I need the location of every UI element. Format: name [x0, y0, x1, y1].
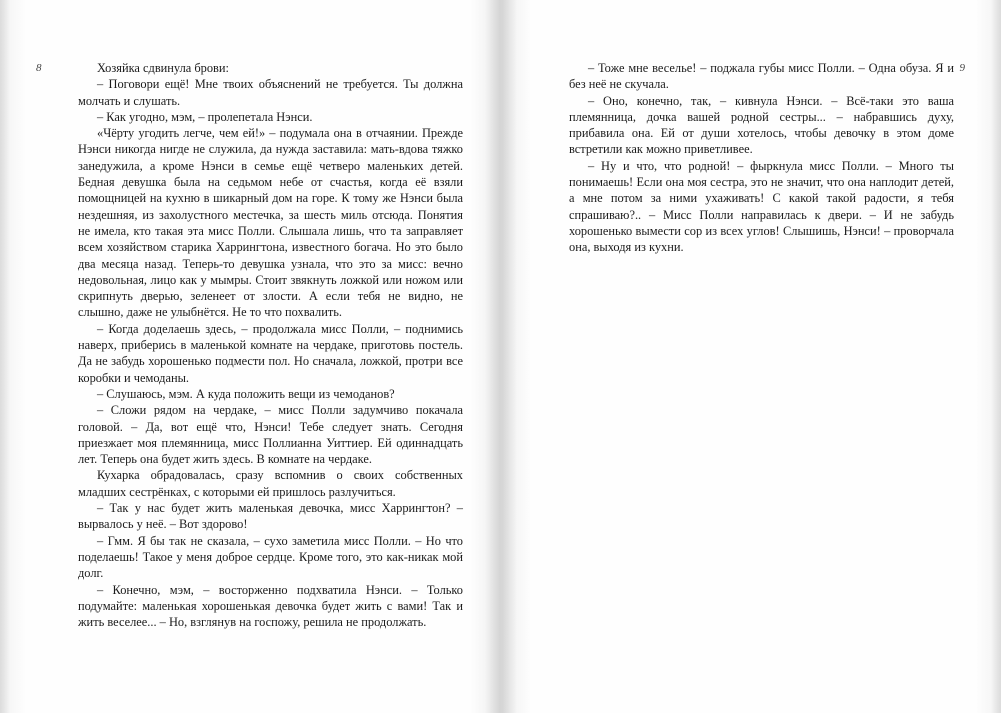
page-left	[0, 0, 500, 713]
body-text-right	[569, 60, 954, 256]
paragraph: – Гмм. Я бы так не сказала, – сухо заметила мисс Полли. – Но что поделаешь! Такое у меня доброе сердце. Кроме того, это как-никак мой долг.	[78, 533, 463, 581]
paragraph: – Ну и что, что родной! – фыркнула мисс Полли. – Много ты понимаешь! Если она моя сестра, это не значит, что она наплодит детей, а мне потом за ними ухаживать! С какой такой радости, я тебя спрашиваю?.. – Мисс Полли направилась к двери. – И не забудь хорошенько вымести сор из всех углов! Слышишь, Нэнси! – проворчала она, выходя из кухни.	[569, 158, 954, 255]
paragraph: Хозяйка сдвинула брови:	[97, 61, 229, 75]
paragraph: – Поговори ещё! Мне твоих объяснений не требуется. Ты должна молчать и слушать.	[78, 77, 463, 108]
page-number-right: 9	[959, 62, 965, 74]
paragraph: – Конечно, мэм, – восторженно подхватила Нэнси. – Только подумайте: маленькая хорошенькая девочка будет жить с вами! Так и жить веселее... – Но, взглянув на госпожу, решила не продолжать.	[78, 582, 463, 630]
paragraph: – Когда доделаешь здесь, – продолжала мисс Полли, – поднимись наверх, приберись в маленькой комнате на чердаке, приготовь постель. Да не забудь хорошенько подмести пол. Но сначала, ложкой, протри все коробки и чемоданы.	[78, 321, 463, 385]
paragraph: – Сложи рядом на чердаке, – мисс Полли задумчиво покачала головой. – Да, вот ещё что, Нэнси! Тебе следует знать. Сегодня приезжает моя племянница, мисс Поллианна Уиттиер. Ей одиннадцать лет. Теперь она будет жить здесь. В комнате на чердаке.	[78, 403, 463, 467]
page-edge-shading-right	[991, 0, 1001, 713]
paragraph: – Тоже мне веселье! – поджала губы мисс Полли. – Одна обуза. Я и без неё не скучала.	[569, 61, 954, 92]
paragraph: – Как угодно, мэм, – пролепетала Нэнси.	[97, 109, 313, 124]
paragraph: – Оно, конечно, так, – кивнула Нэнси. – Всё-таки это ваша племянница, дочка вашей родной сестры... – набравшись духу, прибавила она. Ей от души хотелось, чтобы девочку в этом доме встретили как можно приветливее.	[569, 93, 954, 157]
paragraph: – Так у нас будет жить маленькая девочка, мисс Харрингтон? – вырвалось у неё. – Вот здорово!	[78, 501, 463, 532]
page-right	[500, 0, 1001, 713]
paragraph: – Слушаюсь, мэм. А куда положить вещи из чемоданов?	[97, 386, 395, 401]
page-number-left: 8	[36, 62, 42, 74]
body-text-left	[78, 60, 463, 630]
page-edge-shading-left	[0, 0, 10, 713]
paragraph: «Чёрту угодить легче, чем ей!» – подумала она в отчаянии. Прежде Нэнси никогда нигде не служила, да нужда заставила: мать-вдова тяжко занедужила, а кроме Нэнси в семье ещё четверо маленьких детей. Бедная девушка была на седьмом небе от счастья, когда её взяли помощницей на кухню в шикарный дом на горе. К тому же Нэнси была нездешняя, из захолустного местечка, за шесть миль отсюда. Понятия не имела, кто такая эта мисс Полли. Слышала лишь, что та заправляет всем хозяйством старика Харрингтона, известного богача. Но это было два месяца назад. Теперь-то девушка узнала, что это за мисс: вечно недовольная, лицо как у мымры. Стоит звякнуть ложкой или ножом или скрипнуть дверью, зеленеет от злости. А если тебя не видно, не слышно, даже не улыбнётся. Не то что похвалить.	[78, 126, 463, 320]
paragraph: Кухарка обрадовалась, сразу вспомнив о своих собственных младших сестрёнках, с которыми ей пришлось разлучиться.	[78, 468, 463, 499]
